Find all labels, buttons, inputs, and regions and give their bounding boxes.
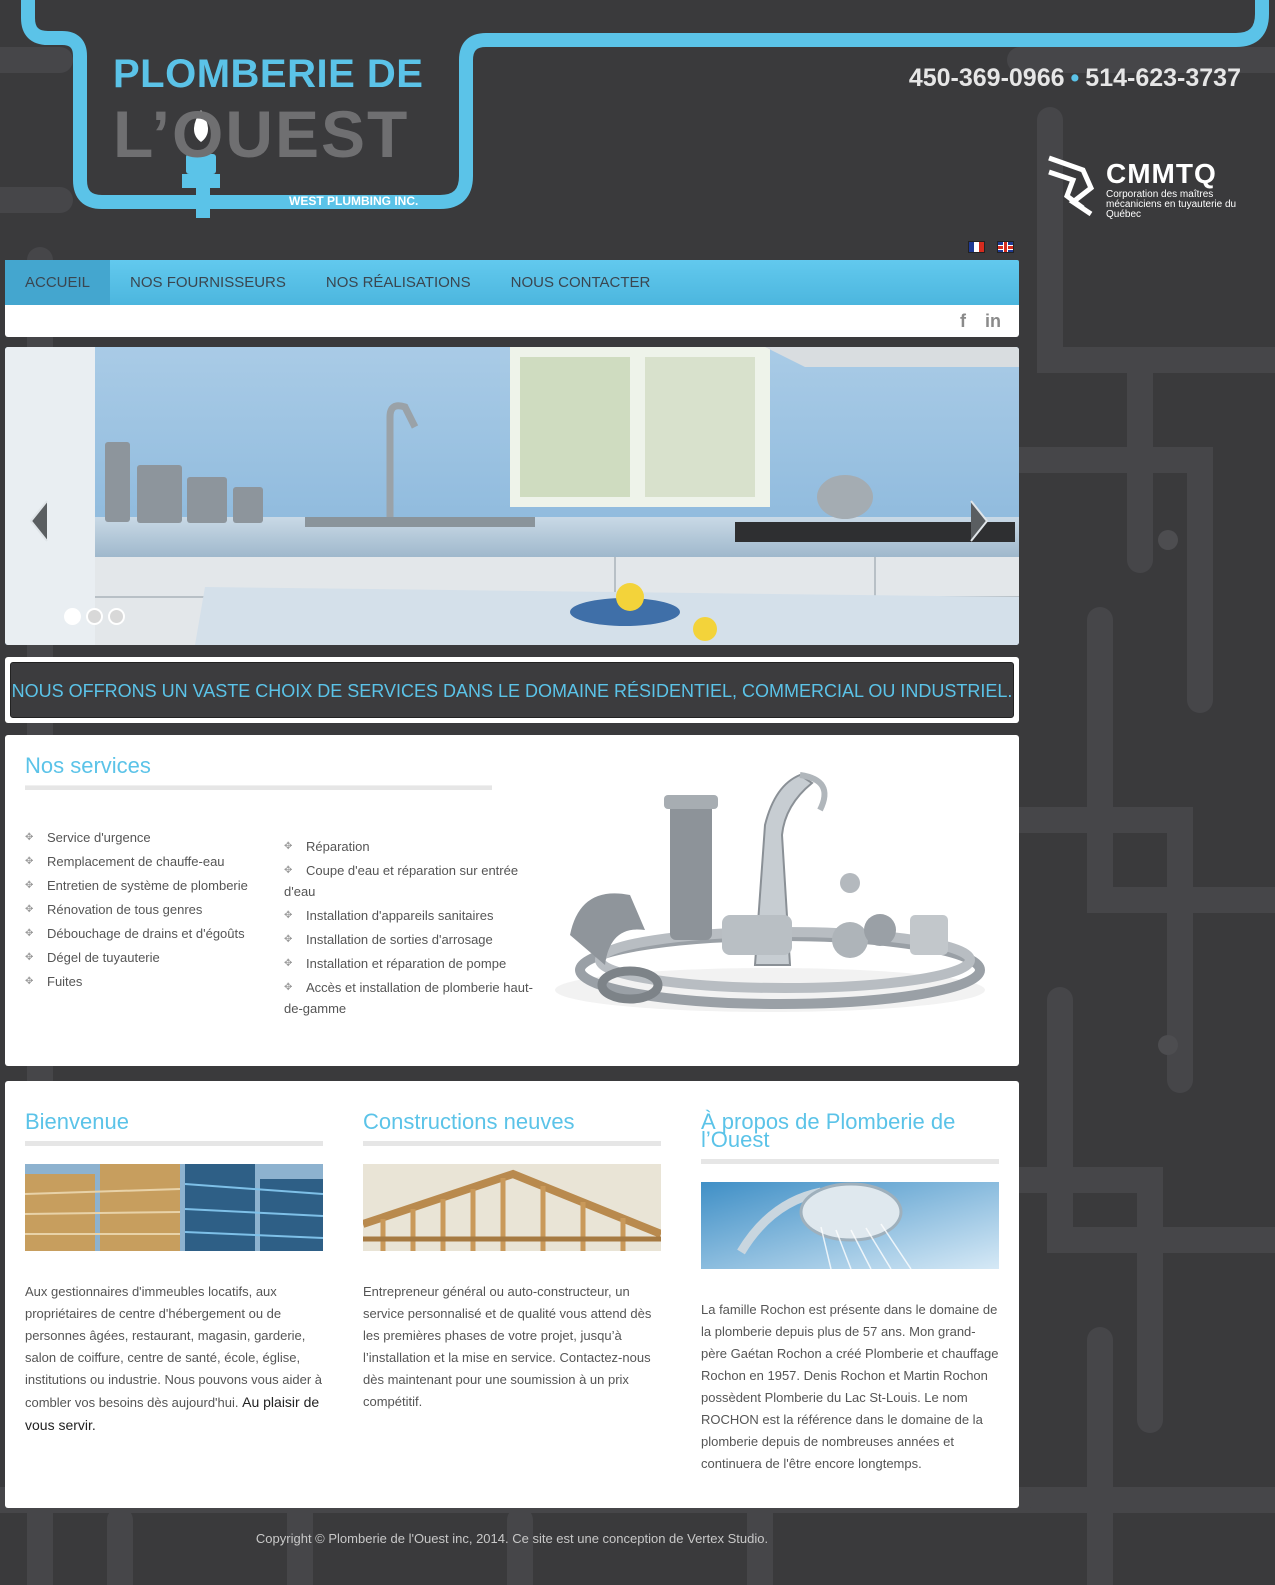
info-columns <box>5 1081 1019 1508</box>
social-bar <box>5 305 1019 337</box>
column-divider <box>363 1141 661 1146</box>
phone-separator: • <box>1070 64 1080 92</box>
list-item: ✥ Fuites <box>25 973 265 997</box>
logo-title: PLOMBERIE DE <box>113 52 424 96</box>
logo-title-ouest: L’OUEST <box>113 97 410 171</box>
cmmtq-name: CMMTQ <box>1106 158 1217 189</box>
list-item: ✥ Installation de sorties d'arrosage <box>284 929 534 950</box>
nav-item-contact[interactable]: NOUS CONTACTER <box>510 274 651 291</box>
column-divider <box>25 1141 323 1146</box>
services-banner <box>5 657 1019 723</box>
column-apropos <box>701 1081 999 1475</box>
fr-flag-icon[interactable] <box>968 241 985 253</box>
constructions-text: Entrepreneur général ou auto-constructeur, un service personnalisé et de qualité vous attend dès les premières phases de votre projet, jusqu’à l’installation et la mise en service. Contactez-nous dès maintenant pour une soumission à un prix compétitif. <box>363 1284 652 1409</box>
list-item: ✥ Rénovation de tous genres <box>25 901 265 925</box>
list-item: ✥ Réparation <box>284 836 534 857</box>
facebook-icon[interactable]: f <box>960 311 966 331</box>
apropos-text: La famille Rochon est présente dans le domaine de la plomberie depuis plus de 57 ans. Mon grand-père Gaétan Rochon a créé Plomberie et chauffage Rochon en 1957. Denis Rochon et Martin Rochon possèdent Plomberie du Lac St-Louis. Le nom ROCHON est la référence dans le domaine de la plomberie depuis de nombreuses années et continuera de l'être encore longtemps. <box>701 1302 999 1471</box>
footer-copyright: Copyright © Plomberie de l'Ouest inc, 2014. Ce site est une conception de Vertex Studio. <box>255 1531 769 1546</box>
column-bienvenue <box>25 1081 323 1437</box>
logo-subtitle: WEST PLUMBING INC. <box>289 194 419 208</box>
services-list-left <box>25 829 265 997</box>
list-item: ✥ Remplacement de chauffe-eau <box>25 853 265 877</box>
services-divider <box>25 785 492 790</box>
bienvenue-text <box>25 1281 323 1437</box>
buildings-image <box>25 1164 323 1251</box>
slider-dots <box>64 608 125 625</box>
services-section <box>5 735 1019 1066</box>
nav-item-accueil[interactable]: ACCUEIL <box>5 260 110 305</box>
plumbing-fittings-image <box>550 765 990 1020</box>
phone-1[interactable]: 450-369-0966 <box>908 64 1065 92</box>
slider-prev-arrow-icon[interactable] <box>27 499 51 543</box>
en-flag-icon[interactable] <box>997 241 1014 253</box>
list-item: ✥ Coupe d'eau et réparation sur entrée d'eau <box>284 860 534 902</box>
language-switcher <box>968 241 1014 253</box>
cmmtq-emblem-icon <box>1043 152 1097 220</box>
slider-next-arrow-icon[interactable] <box>967 499 991 543</box>
bienvenue-emphasis: Au plaisir de vous servir. <box>25 1394 320 1433</box>
constructions-title: Constructions neuves <box>363 1109 575 1134</box>
image-slider <box>5 347 1019 645</box>
cmmtq-description: Corporation des maîtres mécaniciens en tuyauterie du Québec <box>1106 189 1237 220</box>
phone-2[interactable]: 514-623-3737 <box>1085 64 1241 92</box>
wood-framing-image <box>363 1164 661 1251</box>
bienvenue-title: Bienvenue <box>25 1109 129 1134</box>
list-item: ✥ Dégel de tuyauterie <box>25 949 265 973</box>
apropos-title: À propos de Plomberie de l’Ouest <box>701 1109 956 1152</box>
list-item: ✥ Accès et installation de plomberie haut-de-gamme <box>284 977 534 1019</box>
slider-dot-1[interactable] <box>64 608 81 625</box>
banner-text: NOUS OFFRONS UN VASTE CHOIX DE SERVICES DANS LE DOMAINE RÉSIDENTIEL, COMMERCIAL OU INDUSTRIEL. <box>10 662 1014 718</box>
linkedin-icon[interactable]: in <box>985 311 1001 331</box>
column-divider <box>701 1159 999 1164</box>
bienvenue-body: Aux gestionnaires d'immeubles locatifs, aux propriétaires de centre d'hébergement ou de personnes âgées, restaurant, magasin, garderie, salon de coiffure, centre de santé, école, église, institutions ou industrie. Nous pouvons vous aider à combler vos besoins dès aujourd'hui. <box>25 1284 323 1410</box>
slider-dot-3[interactable] <box>108 608 125 625</box>
main-nav <box>5 260 1019 305</box>
list-item: ✥ Service d'urgence <box>25 829 265 853</box>
list-item: ✥ Installation et réparation de pompe <box>284 953 534 974</box>
nav-item-fournisseurs[interactable]: NOS FOURNISSEURS <box>130 274 286 291</box>
list-item: ✥ Entretien de système de plomberie <box>25 877 265 901</box>
shower-head-image <box>701 1182 999 1269</box>
phone-numbers <box>909 64 1241 93</box>
cmmtq-logo[interactable] <box>1043 152 1243 222</box>
slider-dot-2[interactable] <box>86 608 103 625</box>
services-title: Nos services <box>25 753 151 778</box>
list-item: ✥ Installation d'appareils sanitaires <box>284 905 534 926</box>
nav-item-realisations[interactable]: NOS RÉALISATIONS <box>325 274 471 291</box>
services-list-right <box>284 836 534 1022</box>
column-constructions <box>363 1081 661 1413</box>
kitchen-slide-image <box>5 347 1019 645</box>
list-item: ✥ Débouchage de drains et d'égoûts <box>25 925 265 949</box>
